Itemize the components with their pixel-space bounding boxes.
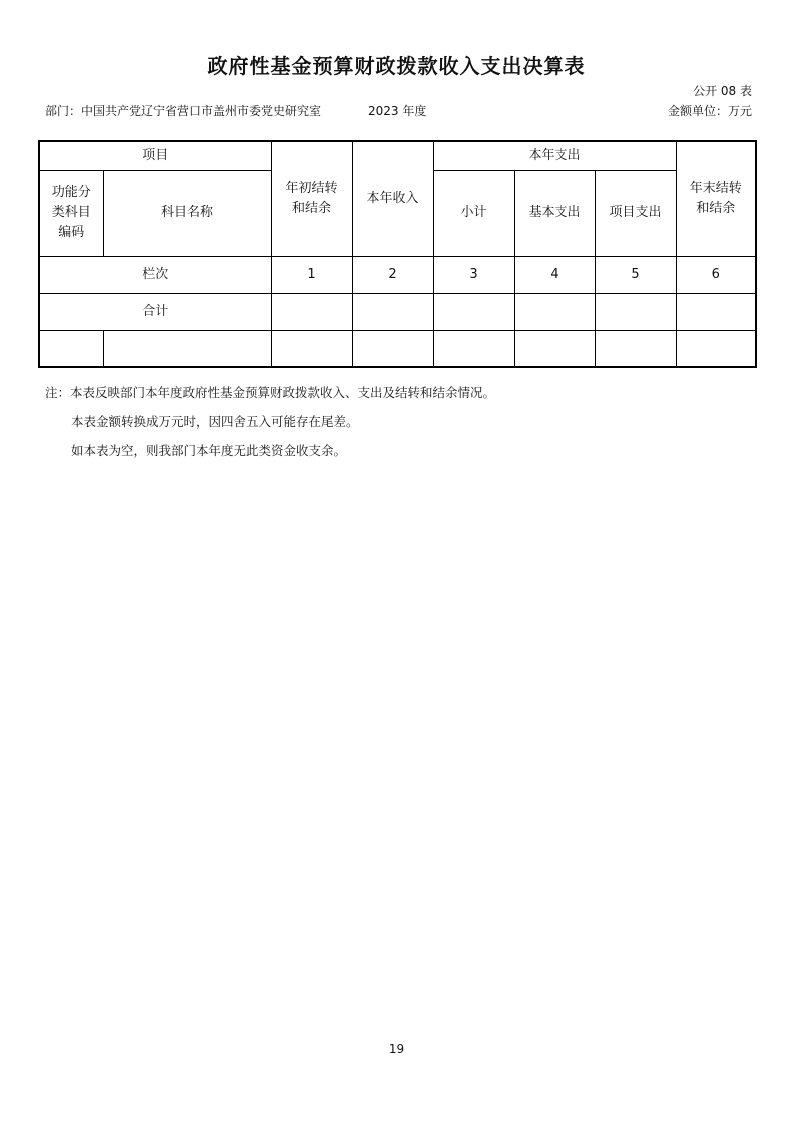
total-cell [514, 293, 595, 330]
note-line: 如本表为空，则我部门本年度无此类资金收支余。 [71, 443, 347, 458]
empty-cell [433, 330, 514, 367]
header-func-code: 功能分类科目编码 [39, 170, 103, 256]
empty-cell [352, 330, 433, 367]
header-income: 本年收入 [352, 141, 433, 256]
total-cell [352, 293, 433, 330]
header-subject-name: 科目名称 [103, 170, 271, 256]
department-label: 部门：中国共产党辽宁省营口市盖州市委党史研究室 [45, 104, 322, 118]
page-title: 政府性基金预算财政拨款收入支出决算表 [207, 54, 586, 78]
column-number: 5 [595, 256, 676, 293]
header-begin-balance: 年初结转和结余 [271, 141, 352, 256]
empty-cell [39, 330, 103, 367]
total-cell [676, 293, 756, 330]
empty-cell [514, 330, 595, 367]
column-number: 4 [514, 256, 595, 293]
empty-cell [271, 330, 352, 367]
budget-table [38, 140, 757, 368]
header-expenditure: 本年支出 [433, 141, 676, 170]
total-cell [271, 293, 352, 330]
header-subtotal: 小计 [433, 170, 514, 256]
empty-cell [676, 330, 756, 367]
header-basic: 基本支出 [514, 170, 595, 256]
fiscal-year: 2023 年度 [368, 104, 427, 118]
empty-cell [595, 330, 676, 367]
note-line: 注：本表反映部门本年度政府性基金预算财政拨款收入、支出及结转和结余情况。 [45, 385, 496, 400]
column-number: 6 [676, 256, 756, 293]
total-label: 合计 [39, 293, 271, 330]
note-line: 本表金额转换成万元时，因四舍五入可能存在尾差。 [71, 414, 359, 429]
amount-unit: 金额单位：万元 [667, 104, 752, 118]
total-cell [433, 293, 514, 330]
column-number: 3 [433, 256, 514, 293]
notes [45, 378, 495, 465]
column-index-label: 栏次 [39, 256, 271, 293]
column-number: 2 [352, 256, 433, 293]
total-cell [595, 293, 676, 330]
empty-cell [103, 330, 271, 367]
column-number: 1 [271, 256, 352, 293]
header-item: 项目 [39, 141, 271, 170]
page-number: 19 [388, 1042, 405, 1056]
header-end-balance: 年末结转和结余 [676, 141, 756, 256]
form-code: 公开 08 表 [693, 84, 752, 98]
header-project: 项目支出 [595, 170, 676, 256]
